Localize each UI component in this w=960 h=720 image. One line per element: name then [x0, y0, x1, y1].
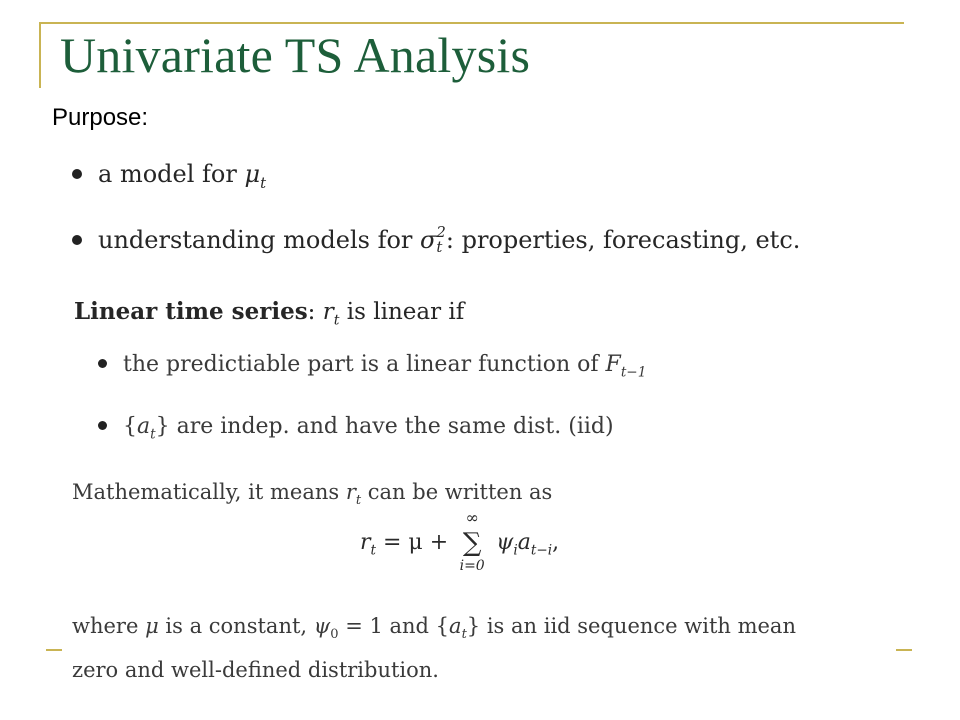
where-line-2: zero and well-defined distribution. [72, 658, 439, 682]
sub-bullet-iid: $\{a_t\}$ are indep. and have the same dist. (iid) [98, 414, 614, 442]
bullet-dot [72, 169, 82, 179]
bullet-dot [72, 235, 82, 245]
linear-time-series-definition: Linear time series: $r_t$ is linear if [74, 298, 465, 329]
frame-bottom-right-tick [896, 649, 912, 651]
where-line-1: where μ is a constant, $\psi_0 = 1$ and $\{a_t\}$ is an iid sequence with mean [72, 614, 796, 643]
linear-equation: $r_t = \mu$ + ∞ ∑ i=0 $\psi_ia_{t-i}$, [360, 508, 560, 574]
purpose-label: Purpose: [52, 104, 149, 131]
sub-bullet-linear-function: the predictiable part is a linear function of $F_{t-1}$ [98, 352, 646, 380]
bullet-dot [98, 359, 107, 368]
frame-top-line [40, 22, 904, 24]
summation-symbol: ∞ ∑ i=0 [459, 508, 485, 574]
bullet-dot [98, 421, 107, 430]
bullet-models-sigma: understanding models for σ 2 t : properties, forecasting, etc. [72, 226, 800, 256]
bullet-model-mu: a model for $\mu_t$ [72, 160, 266, 192]
frame-left-line [39, 22, 41, 88]
mathematically-line: Mathematically, it means $r_t$ can be written as [72, 480, 553, 509]
slide-title: Univariate TS Analysis [60, 27, 531, 83]
frame-bottom-left-tick [46, 649, 62, 651]
